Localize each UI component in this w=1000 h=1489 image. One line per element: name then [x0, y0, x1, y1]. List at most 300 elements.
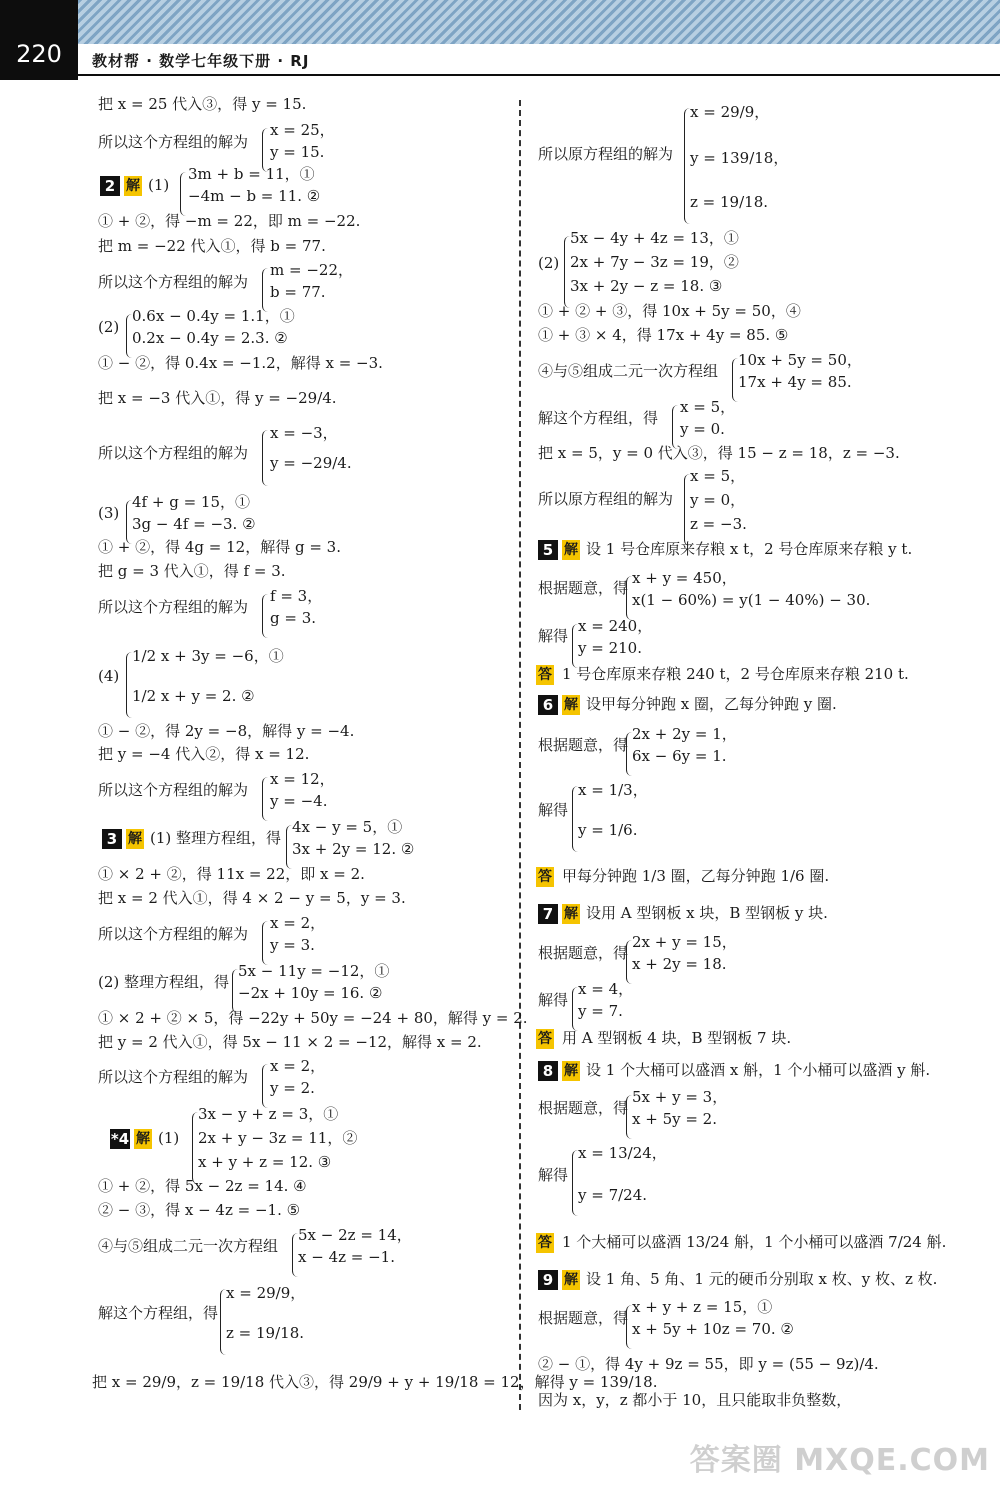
- line-text: z = −3.: [690, 515, 747, 533]
- column-divider: [519, 100, 521, 1410]
- system-brace: [626, 1095, 633, 1139]
- line-text: y = 210.: [578, 639, 642, 657]
- right-line: [632, 1297, 772, 1317]
- system-brace: [262, 430, 269, 486]
- system-brace: [220, 1289, 227, 1355]
- left-line: [132, 492, 250, 512]
- system-brace: [626, 732, 633, 776]
- right-line: [632, 568, 737, 588]
- problem-number-badge: *4: [110, 1130, 130, 1148]
- line-text: 所以这个方程组的解为: [98, 598, 249, 616]
- line-text: y = 7/24.: [578, 1186, 648, 1204]
- right-line: [538, 253, 559, 273]
- line-text: 把 x = 25 代入③，得 y = 15.: [98, 95, 307, 113]
- left-line: [98, 1303, 218, 1323]
- left-line: [198, 1152, 331, 1172]
- right-line: [538, 1098, 628, 1118]
- line-text: ① + ②，得 −m = 22，即 m = −22.: [98, 212, 361, 230]
- left-line: [238, 983, 382, 1003]
- line-text: x = 5，: [680, 398, 736, 416]
- left-line: [226, 1283, 305, 1303]
- system-brace: [286, 825, 293, 869]
- left-line: [198, 1128, 357, 1148]
- line-text: 设 1 个大桶可以盛酒 x 斛，1 个小桶可以盛酒 y 斛.: [586, 1061, 931, 1079]
- line-text: y = 0，: [690, 491, 746, 509]
- right-line: [536, 1028, 791, 1049]
- line-text: 解得: [538, 1166, 569, 1184]
- line-text: 根据题意，得: [538, 944, 629, 962]
- line-text: (1): [158, 1129, 180, 1147]
- left-line: [98, 666, 119, 686]
- line-text: 1/2 x + 3y = −6，①: [132, 647, 284, 665]
- solution-tag: 解: [564, 697, 578, 713]
- right-line: [578, 638, 642, 658]
- line-text: 1 个大桶可以盛酒 13/24 斛，1 个小桶可以盛酒 7/24 斛.: [562, 1233, 947, 1251]
- line-text: y = −29/4.: [270, 454, 352, 472]
- watermark: 答案圈 MXQE.COM: [689, 1443, 990, 1478]
- system-brace: [262, 128, 269, 172]
- system-brace: [684, 108, 691, 224]
- right-line: [538, 301, 801, 321]
- right-line: [632, 724, 737, 744]
- system-brace: [262, 1064, 269, 1108]
- problem-number-badge: 7: [538, 904, 558, 924]
- system-brace: [732, 358, 739, 402]
- line-text: 1/2 x + y = 2. ②: [132, 687, 255, 705]
- line-text: z = 19/18.: [690, 193, 769, 211]
- system-brace: [684, 474, 691, 546]
- line-text: x = 12，: [270, 770, 335, 788]
- line-text: 把 m = −22 代入①，得 b = 77.: [98, 237, 326, 255]
- line-text: ② − ③，得 x − 4z = −1. ⑤: [98, 1201, 301, 1219]
- right-line: [690, 514, 747, 534]
- line-text: 设甲每分钟跑 x 圈，乙每分钟跑 y 圈.: [586, 695, 837, 713]
- left-line: [270, 453, 352, 473]
- right-line: [538, 325, 788, 345]
- line-text: x + 5y = 2.: [632, 1110, 717, 1128]
- right-line: [536, 1232, 946, 1253]
- line-text: 根据题意，得: [538, 736, 629, 754]
- right-line: [690, 148, 788, 168]
- answer-tag: 答: [538, 869, 552, 885]
- line-text: 2x + 7y − 3z = 19，②: [570, 253, 739, 271]
- system-brace: [262, 594, 269, 638]
- solution-tag: 解: [128, 831, 142, 847]
- line-text: 解这个方程组，得: [538, 409, 659, 427]
- system-brace: [126, 652, 133, 718]
- line-text: 3x + 2y − z = 18. ③: [570, 277, 723, 295]
- right-line: [538, 626, 568, 646]
- line-text: 3m + b = 11，①: [188, 165, 315, 183]
- header-rule: [78, 74, 1000, 76]
- line-text: y = 15.: [270, 143, 325, 161]
- right-line: [578, 820, 638, 840]
- line-text: 设 1 角、5 角、1 元的硬币分别取 x 枚、y 枚、z 枚.: [586, 1270, 938, 1288]
- line-text: 6x − 6y = 1.: [632, 747, 727, 765]
- line-text: y = −4.: [270, 792, 328, 810]
- line-text: 2x + 2y = 1，: [632, 725, 737, 743]
- right-line: [538, 408, 658, 428]
- right-line: [538, 1165, 568, 1185]
- line-text: 把 y = 2 代入①，得 5x − 11 × 2 = −12，解得 x = 2.: [98, 1033, 482, 1051]
- left-line: [98, 888, 406, 908]
- line-text: 1 号仓库原来存粮 240 t，2 号仓库原来存粮 210 t.: [562, 665, 909, 683]
- line-text: 2x + y − 3z = 11，②: [198, 1129, 358, 1147]
- line-text: 根据题意，得: [538, 579, 629, 597]
- problem-number-badge: 8: [538, 1061, 558, 1081]
- line-text: 甲每分钟跑 1/3 圈，乙每分钟跑 1/6 圈.: [562, 867, 830, 885]
- problem-number-badge: 2: [100, 176, 120, 196]
- right-line: [690, 102, 769, 122]
- line-text: ① + ②，得 4g = 12，解得 g = 3.: [98, 538, 341, 556]
- left-line: [98, 353, 383, 373]
- solution-tag: 解: [136, 1131, 150, 1147]
- left-line: [98, 864, 365, 884]
- solution-tag: 解: [564, 906, 578, 922]
- left-line: [98, 721, 354, 741]
- right-line: [538, 361, 718, 381]
- line-text: x = 1/3，: [578, 781, 648, 799]
- right-line: [690, 490, 745, 510]
- right-line: [538, 489, 673, 509]
- line-text: x + y + z = 15，①: [632, 1298, 773, 1316]
- left-line: [98, 211, 360, 231]
- right-line: [538, 443, 900, 463]
- left-line: [98, 132, 248, 152]
- system-brace: [292, 1233, 299, 1277]
- line-text: x + 5y + 10z = 70. ②: [632, 1320, 794, 1338]
- left-line: [270, 120, 335, 140]
- left-line: [270, 142, 324, 162]
- problem-number-badge: 5: [538, 540, 558, 560]
- left-line: [98, 94, 306, 114]
- line-text: x + 2y = 18.: [632, 955, 727, 973]
- left-line: [98, 1236, 278, 1256]
- left-line: [98, 1176, 307, 1196]
- answer-tag: 答: [538, 667, 552, 683]
- left-line: [98, 272, 248, 292]
- left-line: [226, 1323, 304, 1343]
- system-brace: [262, 921, 269, 965]
- page-number: 220: [16, 40, 62, 68]
- line-text: x = −3，: [270, 424, 338, 442]
- line-text: x − 4z = −1.: [298, 1248, 395, 1266]
- solution-tag: 解: [564, 542, 578, 558]
- left-line: [110, 1128, 179, 1149]
- right-line: [538, 1354, 879, 1374]
- line-text: 用 A 型钢板 4 块，B 型钢板 7 块.: [562, 1029, 792, 1047]
- right-line: [632, 932, 737, 952]
- right-line: [536, 664, 909, 685]
- left-line: [132, 646, 284, 666]
- line-text: x = 29/9，: [690, 103, 770, 121]
- line-text: y = 3.: [270, 936, 315, 954]
- line-text: 0.2x − 0.4y = 2.3. ②: [132, 329, 288, 347]
- line-text: x(1 − 60%) = y(1 − 40%) − 30.: [632, 591, 871, 609]
- left-line: [98, 924, 248, 944]
- line-text: 所以这个方程组的解为: [98, 1068, 249, 1086]
- right-line: [632, 1109, 717, 1129]
- line-text: ① × 2 + ② × 5，得 −22y + 50y = −24 + 80，解得 y = 2.: [98, 1009, 528, 1027]
- right-line: [738, 350, 862, 370]
- line-text: x = 4，: [578, 980, 634, 998]
- system-brace: [672, 405, 679, 449]
- system-brace: [232, 969, 239, 1013]
- right-line: [578, 616, 652, 636]
- left-line: [270, 423, 338, 443]
- line-text: g = 3.: [270, 609, 317, 627]
- system-brace: [564, 236, 571, 308]
- line-text: 3x + 2y = 12. ②: [292, 840, 415, 858]
- line-text: x = 5，: [690, 467, 746, 485]
- left-line: [270, 608, 316, 628]
- line-text: 把 x = 2 代入①，得 4 × 2 − y = 5，y = 3.: [98, 889, 406, 907]
- line-text: ① + ②，得 5x − 2z = 14. ④: [98, 1177, 307, 1195]
- line-text: 设 1 号仓库原来存粮 x t，2 号仓库原来存粮 y t.: [586, 540, 913, 558]
- left-line: [270, 260, 353, 280]
- header-stripe: [78, 0, 1000, 44]
- line-text: (4): [98, 667, 120, 685]
- left-line: [98, 1008, 528, 1028]
- right-line: [690, 192, 768, 212]
- line-text: 根据题意，得: [538, 1309, 629, 1327]
- line-text: z = 19/18.: [226, 1324, 305, 1342]
- line-text: 把 x = 29/9，z = 19/18 代入③，得 29/9 + y + 19/18 = 12，解得 y = 139/18.: [92, 1373, 658, 1391]
- left-line: [132, 686, 255, 706]
- right-line: [570, 276, 722, 296]
- left-line: [98, 972, 229, 992]
- line-text: (1) 整理方程组，得: [150, 829, 282, 847]
- line-text: 5x + y = 3，: [632, 1088, 728, 1106]
- right-line: [632, 746, 727, 766]
- left-line: [238, 961, 389, 981]
- right-line: [578, 780, 648, 800]
- left-line: [98, 1200, 300, 1220]
- right-line: [570, 228, 739, 248]
- left-line: [270, 1078, 315, 1098]
- line-text: 把 x = 5，y = 0 代入③，得 15 − z = 18，z = −3.: [538, 444, 900, 462]
- line-text: 所以这个方程组的解为: [98, 273, 249, 291]
- right-line: [578, 1001, 623, 1021]
- line-text: 0.6x − 0.4y = 1.1，①: [132, 307, 295, 325]
- line-text: ④与⑤组成二元一次方程组: [538, 362, 719, 380]
- line-text: 5x − 11y = −12，①: [238, 962, 390, 980]
- line-text: 解得: [538, 627, 569, 645]
- left-line: [98, 1032, 482, 1052]
- line-text: x = 13/24，: [578, 1144, 667, 1162]
- right-line: [538, 1269, 937, 1290]
- left-line: [270, 913, 325, 933]
- line-text: 解得: [538, 991, 569, 1009]
- line-text: m = −22，: [270, 261, 353, 279]
- line-text: (1): [148, 176, 170, 194]
- system-brace: [626, 940, 633, 984]
- line-text: 4x − y = 5，①: [292, 818, 403, 836]
- line-text: 所以这个方程组的解为: [98, 444, 249, 462]
- line-text: (2): [538, 254, 560, 272]
- left-line: [100, 175, 169, 196]
- line-text: 所以原方程组的解为: [538, 145, 674, 163]
- system-brace: [626, 1305, 633, 1349]
- line-text: y = 139/18，: [690, 149, 789, 167]
- right-line: [538, 578, 628, 598]
- left-line: [188, 186, 320, 206]
- system-brace: [572, 1150, 579, 1216]
- right-line: [538, 800, 568, 820]
- system-brace: [572, 987, 579, 1031]
- line-text: (2): [98, 318, 120, 336]
- left-line: [132, 328, 288, 348]
- line-text: y = 0.: [680, 420, 725, 438]
- left-line: [132, 306, 295, 326]
- system-brace: [572, 786, 579, 852]
- left-line: [98, 388, 337, 408]
- line-text: y = 7.: [578, 1002, 623, 1020]
- line-text: 17x + 4y = 85.: [738, 373, 852, 391]
- right-line: [538, 990, 568, 1010]
- system-brace: [126, 500, 133, 544]
- right-line: [538, 1390, 851, 1410]
- right-line: [578, 979, 633, 999]
- left-line: [98, 537, 341, 557]
- system-brace: [572, 624, 579, 668]
- left-line: [98, 236, 326, 256]
- line-text: ② − ①，得 4y + 9z = 55，即 y = (55 − 9z)/4.: [538, 1355, 879, 1373]
- line-text: 根据题意，得: [538, 1099, 629, 1117]
- line-text: 所以原方程组的解为: [538, 490, 674, 508]
- left-line: [98, 744, 309, 764]
- right-line: [578, 1185, 647, 1205]
- left-line: [98, 597, 248, 617]
- left-line: [102, 828, 281, 849]
- left-line: [270, 935, 315, 955]
- right-line: [538, 1308, 628, 1328]
- line-text: y = 1/6.: [578, 821, 638, 839]
- line-text: x + y + z = 12. ③: [198, 1153, 332, 1171]
- left-line: [98, 503, 119, 523]
- line-text: (3): [98, 504, 120, 522]
- left-line: [188, 164, 315, 184]
- line-text: 3g − 4f = −3. ②: [132, 515, 256, 533]
- right-line: [538, 144, 673, 164]
- line-text: x = 240，: [578, 617, 653, 635]
- line-text: 2x + y = 15，: [632, 933, 737, 951]
- right-line: [632, 590, 870, 610]
- line-text: f = 3，: [270, 587, 323, 605]
- line-text: ① + ③ × 4，得 17x + 4y = 85. ⑤: [538, 326, 789, 344]
- solution-tag: 解: [564, 1063, 578, 1079]
- left-line: [132, 514, 256, 534]
- system-brace: [262, 777, 269, 821]
- right-line: [578, 1143, 667, 1163]
- line-text: x = 2，: [270, 1057, 326, 1075]
- line-text: 5x − 2z = 14，: [298, 1226, 412, 1244]
- line-text: 解这个方程组，得: [98, 1304, 219, 1322]
- left-line: [98, 1067, 248, 1087]
- line-text: (2) 整理方程组，得: [98, 973, 230, 991]
- line-text: −2x + 10y = 16. ②: [238, 984, 383, 1002]
- system-brace: [626, 576, 633, 620]
- line-text: 4f + g = 15，①: [132, 493, 250, 511]
- line-text: 10x + 5y = 50，: [738, 351, 862, 369]
- left-line: [92, 1372, 657, 1392]
- right-line: [680, 419, 725, 439]
- line-text: 因为 x，y，z 都小于 10，且只能取非负整数，: [538, 1391, 852, 1409]
- line-text: ① × 2 + ②，得 11x = 22，即 x = 2.: [98, 865, 365, 883]
- line-text: ① − ②，得 2y = −8，解得 y = −4.: [98, 722, 355, 740]
- line-text: 把 x = −3 代入①，得 y = −29/4.: [98, 389, 337, 407]
- line-text: x + y = 450，: [632, 569, 737, 587]
- system-brace: [262, 268, 269, 312]
- system-brace: [192, 1112, 199, 1184]
- system-brace: [126, 314, 133, 358]
- right-line: [538, 539, 912, 560]
- right-line: [570, 252, 739, 272]
- right-line: [680, 397, 735, 417]
- right-line: [538, 903, 828, 924]
- line-text: 解得: [538, 801, 569, 819]
- problem-number-badge: 9: [538, 1270, 558, 1290]
- solution-tag: 解: [564, 1272, 578, 1288]
- right-line: [690, 466, 745, 486]
- left-line: [298, 1247, 395, 1267]
- line-text: 3x − y + z = 3，①: [198, 1105, 339, 1123]
- left-line: [98, 317, 119, 337]
- solution-tag: 解: [126, 178, 140, 194]
- left-line: [98, 780, 248, 800]
- left-line: [298, 1225, 412, 1245]
- line-text: x = 2，: [270, 914, 326, 932]
- page-header: [0, 0, 1000, 80]
- right-line: [632, 954, 727, 974]
- line-text: 所以这个方程组的解为: [98, 925, 249, 943]
- right-line: [632, 1319, 794, 1339]
- line-text: ① + ② + ③，得 10x + 5y = 50，④: [538, 302, 801, 320]
- answer-tag: 答: [538, 1235, 552, 1251]
- left-line: [292, 839, 414, 859]
- left-line: [270, 586, 322, 606]
- line-text: x = 25，: [270, 121, 335, 139]
- system-brace: [180, 172, 187, 216]
- line-text: 把 g = 3 代入①，得 f = 3.: [98, 562, 286, 580]
- page-number-box: [0, 0, 78, 80]
- line-text: 把 y = −4 代入②，得 x = 12.: [98, 745, 310, 763]
- right-line: [538, 694, 837, 715]
- line-text: 所以这个方程组的解为: [98, 781, 249, 799]
- problem-number-badge: 3: [102, 829, 122, 849]
- left-line: [270, 769, 335, 789]
- line-text: ① − ②，得 0.4x = −1.2，解得 x = −3.: [98, 354, 383, 372]
- left-line: [292, 817, 402, 837]
- book-title: 教材帮 · 数学七年级下册 · RJ: [92, 52, 310, 70]
- right-line: [536, 866, 829, 887]
- line-text: y = 2.: [270, 1079, 315, 1097]
- right-line: [632, 1087, 727, 1107]
- right-line: [538, 1060, 930, 1081]
- line-text: 5x − 4y + 4z = 13，①: [570, 229, 739, 247]
- left-line: [270, 1056, 325, 1076]
- right-line: [738, 372, 852, 392]
- right-line: [538, 735, 628, 755]
- left-line: [98, 561, 286, 581]
- line-text: 所以这个方程组的解为: [98, 133, 249, 151]
- left-line: [270, 282, 326, 302]
- line-text: −4m − b = 11. ②: [188, 187, 321, 205]
- line-text: b = 77.: [270, 283, 326, 301]
- left-line: [98, 443, 248, 463]
- line-text: ④与⑤组成二元一次方程组: [98, 1237, 279, 1255]
- answer-tag: 答: [538, 1031, 552, 1047]
